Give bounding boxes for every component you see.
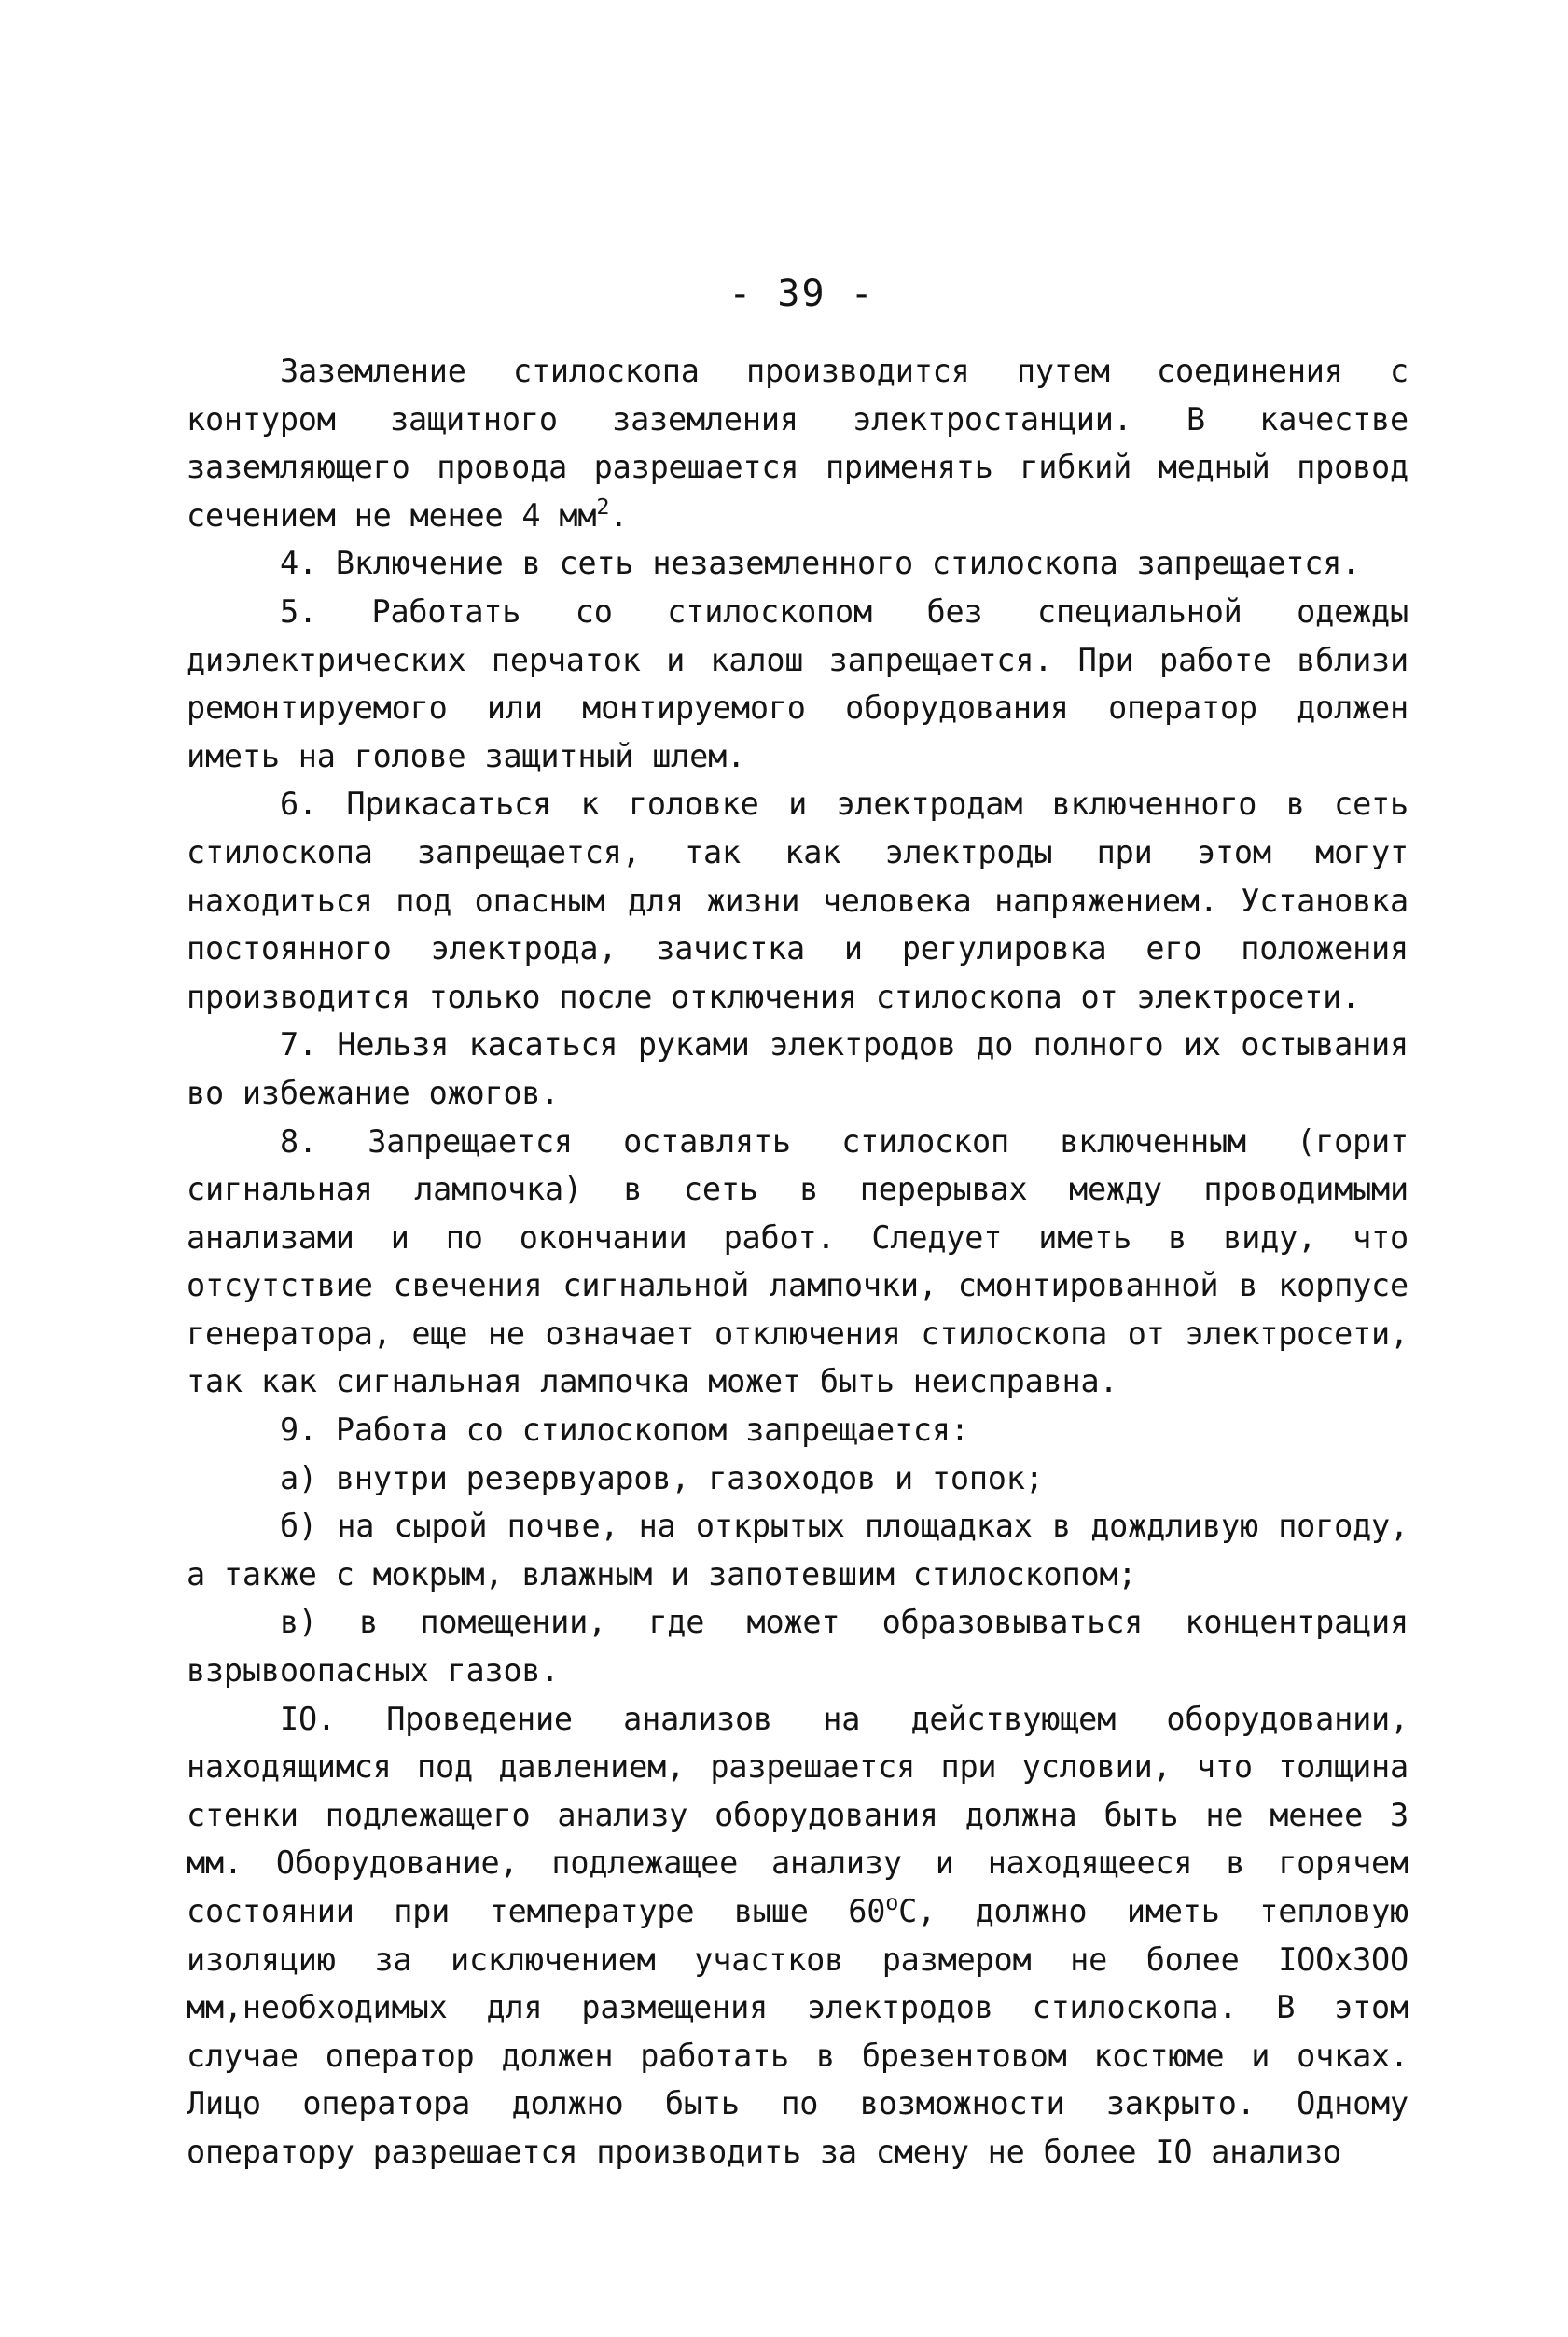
paragraph-text: Заземление стилоскопа производится путем соединения с контуром защитного заземления электростанции. В качестве заземляющего провода разрешается применять гибкий медный провод сечением не менее 4 мм (187, 353, 1408, 534)
paragraph-8: 8. Запрещается оставлять стилоскоп включенным (горит сигнальная лампочка) в сеть в перерывах между проводимыми анализами и по окончании работ. Следует иметь в виду, что отсутствие свечения сигнальной лампочки, смонтированной в корпусе генератора, еще не означает отключения стилоскопа от электросети, так как сигнальная лампочка может быть неисправна. (187, 1122, 1408, 1400)
paragraph-grounding (187, 347, 1408, 539)
document-body (187, 347, 1408, 2177)
paragraph-4: 4. Включение в сеть незаземленного стилоскопа запрещается. (280, 545, 1361, 582)
page-number: - 39 - (728, 272, 875, 315)
paragraph-7: 7. Нельзя касаться руками электродов до полного их остывания во избежание ожогов. (187, 1026, 1408, 1111)
superscript-degree: о (885, 1889, 899, 1916)
paragraph-text-end: . (609, 496, 629, 534)
paragraph-9b: б) на сырой почве, на открытых площадках в дождливую погоду, а также с мокрым, влажным и запотевшим стилоскопом; (187, 1508, 1408, 1593)
paragraph-9: 9. Работа со стилоскопом запрещается: (280, 1412, 969, 1449)
paragraph-10 (187, 1695, 1408, 2177)
superscript: 2 (596, 493, 610, 520)
paragraph-9c: в) в помещении, где может образовываться концентрация взрывоопасных газов. (187, 1604, 1408, 1690)
paragraph-text: IO. Проведение анализов на действующем оборудовании, находящимся под давлением, разрешается при условии, что толщина стенки подлежащего анализу оборудования должна быть не менее 3 мм. Оборудование, подлежащее анализу и находящееся в горячем состоянии при температуре выше 60 (187, 1700, 1408, 1929)
paragraph-9a: а) внутри резервуаров, газоходов и топок; (280, 1459, 1044, 1496)
paragraph-6: 6. Прикасаться к головке и электродам включенного в сеть стилоскопа запрещается, так как электроды при этом могут находиться под опасным для жизни человека напряжением. Установка постоянного электрода, зачистка и регулировка его положения производится только после отключения стилоскопа от электросети. (187, 786, 1408, 1015)
paragraph-text-end: С, должно иметь тепловую изоляцию за исключением участков размером не более IOOх3OO мм,необходимых для размещения электродов стилоскопа. В этом случае оператор должен работать в брезентовом костюме и очках. Лицо оператора должно быть по возможности закрыто. Одному оператору разрешается производить за смену не более IO анализо (187, 1893, 1409, 2170)
paragraph-5: 5. Работать со стилоскопом без специальной одежды диэлектрических перчаток и калош запрещается. При работе вблизи ремонтируемого или монтируемого оборудования оператор должен иметь на голове защитный шлем. (187, 592, 1408, 774)
